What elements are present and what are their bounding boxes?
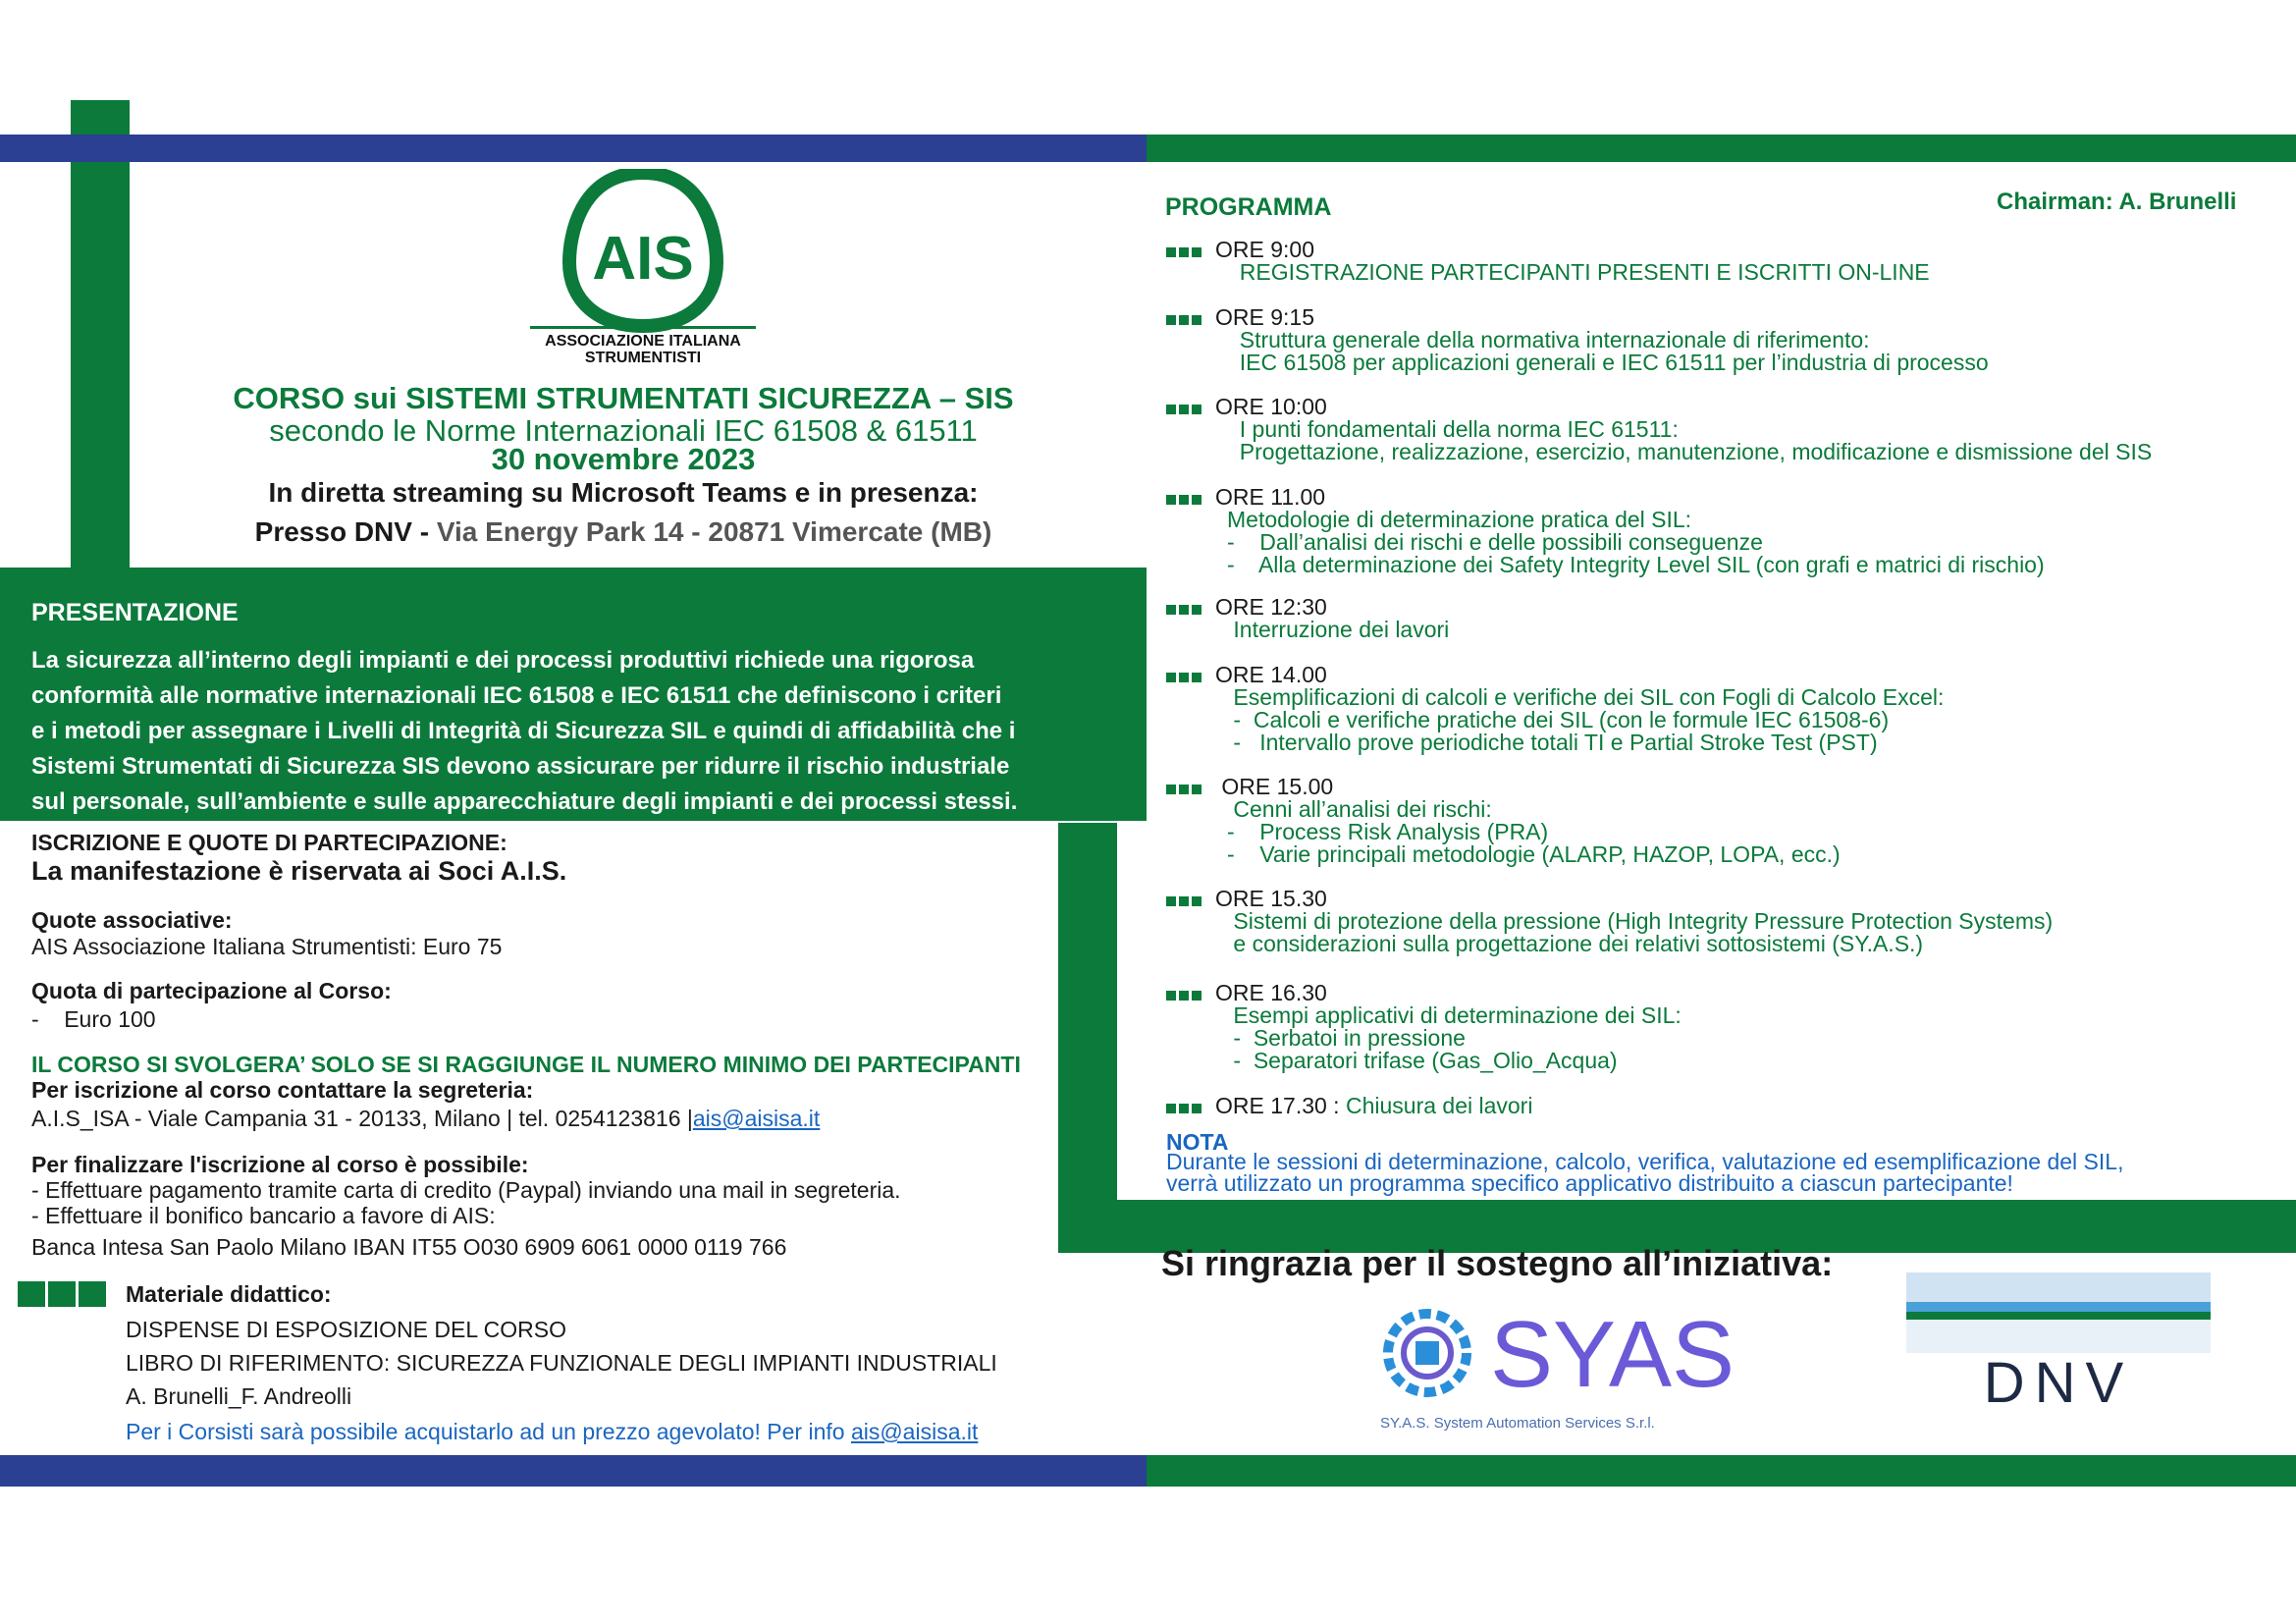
slot-desc-line: - Process Risk Analysis (PRA) bbox=[1227, 819, 1549, 844]
logo-line1: ASSOCIAZIONE ITALIANA bbox=[545, 333, 741, 350]
materiale-lines bbox=[126, 1313, 997, 1413]
slot-desc-line: - Calcoli e verifiche pratiche dei SIL (con le formule IEC 61508-6) bbox=[1227, 707, 1890, 732]
iscrizione-title: ISCRIZIONE E QUOTE DI PARTECIPAZIONE: bbox=[31, 830, 507, 855]
slot-desc-line: Sistemi di protezione della pressione (High Integrity Pressure Protection Systems) bbox=[1227, 908, 2054, 934]
slot-desc-line: REGISTRAZIONE PARTECIPANTI PRESENTI E ISCRITTI ON-LINE bbox=[1227, 259, 1930, 285]
ais-logo bbox=[530, 169, 756, 365]
programma-title: PROGRAMMA bbox=[1165, 193, 1332, 221]
program-slot bbox=[1166, 888, 2053, 955]
course-subtitle: secondo le Norme Internazionali IEC 61508 & 61511 bbox=[269, 413, 978, 448]
slot-desc-line: - Intervallo prove periodiche totali TI e Partial Stroke Test (PST) bbox=[1227, 730, 1878, 755]
slot-desc-line: Esemplificazioni di calcoli e verifiche dei SIL con Fogli di Calcolo Excel: bbox=[1227, 684, 1945, 710]
slot-desc-line: - Alla determinazione dei Safety Integrity Level SIL (con grafi e matrici di rischio) bbox=[1227, 552, 2045, 577]
slot-time: ORE 9:15 bbox=[1215, 304, 1314, 330]
slot-time: ORE 10:00 bbox=[1215, 394, 1327, 419]
finalizzare-label: Per finalizzare l'iscrizione al corso è possibile: bbox=[31, 1152, 529, 1177]
materiale-label: Materiale didattico: bbox=[126, 1281, 332, 1307]
program-slot-last bbox=[1166, 1095, 1532, 1117]
program-slot bbox=[1166, 239, 1930, 284]
syas-logo bbox=[1372, 1298, 1814, 1435]
program-slot bbox=[1166, 596, 1449, 641]
course-title: CORSO sui SISTEMI STRUMENTATI SICUREZZA – SIS bbox=[233, 381, 1014, 415]
slot-time: ORE 15.30 bbox=[1215, 886, 1327, 911]
materiale-line: LIBRO DI RIFERIMENTO: SICUREZZA FUNZIONALE DEGLI IMPIANTI INDUSTRIALI bbox=[126, 1350, 997, 1376]
dnv-logo bbox=[1906, 1272, 2211, 1410]
program-slot bbox=[1166, 982, 1682, 1072]
slot-desc-line: e considerazioni sulla progettazione dei relativi sottosistemi (SY.A.S.) bbox=[1227, 931, 1924, 956]
syas-subtitle: SY.A.S. System Automation Services S.r.l. bbox=[1380, 1415, 1655, 1432]
slot-desc-line: Metodologie di determinazione pratica del SIL: bbox=[1227, 507, 1692, 532]
streaming-info: In diretta streaming su Microsoft Teams e in presenza: bbox=[268, 477, 979, 508]
reserved-note: La manifestazione è riservata ai Soci A.I.S. bbox=[31, 856, 567, 886]
chairman: Chairman: A. Brunelli bbox=[1997, 189, 2237, 215]
presentazione-line: e i metodi per assegnare i Livelli di Integrità di Sicurezza SIL e quindi di affidabilità che i bbox=[31, 718, 1016, 744]
materiale-agevolato bbox=[126, 1419, 978, 1444]
program-slot bbox=[1166, 664, 1944, 754]
slot-desc-line: - Varie principali metodologie (ALARP, HAZOP, LOPA, ecc.) bbox=[1227, 841, 1841, 867]
nota-text bbox=[1166, 1151, 2123, 1194]
slot-desc-line: Esempi applicativi di determinazione dei SIL: bbox=[1227, 1002, 1682, 1028]
contatto-line bbox=[31, 1106, 820, 1131]
syas-name: SYAS bbox=[1490, 1302, 1735, 1407]
slot-desc-line: - Serbatoi in pressione bbox=[1227, 1025, 1466, 1051]
quote-assoc-value: AIS Associazione Italiana Strumentisti: Euro 75 bbox=[31, 934, 503, 959]
program-slot bbox=[1166, 306, 1989, 374]
slot-time: ORE 17.30 : bbox=[1215, 1093, 1346, 1118]
slot-desc-line: Cenni all’analisi dei rischi: bbox=[1227, 796, 1492, 822]
presentazione-line: Sistemi Strumentati di Sicurezza SIS devono assicurare per ridurre il rischio industriale bbox=[31, 753, 1010, 780]
slot-desc: Chiusura dei lavori bbox=[1345, 1093, 1533, 1118]
slot-time: ORE 16.30 bbox=[1215, 980, 1327, 1005]
program-slot bbox=[1166, 486, 2045, 576]
slot-desc-line: Progettazione, realizzazione, esercizio, manutenzione, modificazione e dismissione del SIS bbox=[1227, 439, 2153, 464]
slot-desc-line: - Dall’analisi dei rischi e delle possibili conseguenze bbox=[1227, 529, 1763, 555]
contatto-label: Per iscrizione al corso contattare la segreteria: bbox=[31, 1077, 534, 1103]
venue bbox=[0, 516, 1247, 548]
contatto-email-link[interactable]: ais@aisisa.it bbox=[692, 1106, 821, 1131]
finalizzare-lines bbox=[31, 1177, 901, 1260]
minimum-participants-note: IL CORSO SI SVOLGERA’ SOLO SE SI RAGGIUNGE IL NUMERO MINIMO DEI PARTECIPANTI bbox=[31, 1052, 1021, 1077]
slot-desc-line: Interruzione dei lavori bbox=[1227, 617, 1450, 642]
green-vertical-bar-middle bbox=[1058, 823, 1117, 1253]
materiale-email-link[interactable]: ais@aisisa.it bbox=[850, 1419, 979, 1444]
materiale-line: A. Brunelli_F. Andreolli bbox=[126, 1383, 352, 1409]
program-slot bbox=[1166, 396, 2152, 463]
top-blue-band bbox=[0, 135, 1147, 162]
slot-time: ORE 12:30 bbox=[1215, 594, 1327, 620]
quote-assoc-label: Quote associative: bbox=[31, 907, 233, 933]
presentazione-line: La sicurezza all’interno degli impianti e dei processi produttivi richiede una rigorosa bbox=[31, 647, 975, 674]
bottom-green-band bbox=[1147, 1455, 2296, 1487]
venue-address: Via Energy Park 14 - 20871 Vimercate (MB) bbox=[429, 516, 992, 547]
iban-line: Banca Intesa San Paolo Milano IBAN IT55 O030 6909 6061 0000 0119 766 bbox=[31, 1234, 787, 1260]
slot-time: ORE 11.00 bbox=[1215, 484, 1326, 510]
finalizzare-line: - Effettuare il bonifico bancario a favore di AIS: bbox=[31, 1203, 496, 1228]
sponsors-thanks: Si ringrazia per il sostegno all’iniziativa: bbox=[1161, 1243, 1834, 1283]
dnv-name: DNV bbox=[1983, 1351, 2134, 1410]
top-green-band bbox=[1147, 135, 2296, 162]
bottom-blue-band bbox=[0, 1455, 1147, 1487]
presentazione-title: PRESENTAZIONE bbox=[31, 599, 239, 626]
logo-letters: AIS bbox=[592, 225, 694, 293]
logo-line2: STRUMENTISTI bbox=[584, 350, 702, 365]
slot-desc-line: I punti fondamentali della norma IEC 61511: bbox=[1227, 416, 1679, 442]
agevolato-text: Per i Corsisti sarà possibile acquistarlo ad un prezzo agevolato! Per info bbox=[126, 1419, 851, 1444]
slot-desc-line: Struttura generale della normativa internazionale di riferimento: bbox=[1227, 327, 1870, 352]
nota-line: verrà utilizzato un programma specifico applicativo distribuito a ciascun partecipante! bbox=[1166, 1170, 2013, 1196]
finalizzare-line: - Effettuare pagamento tramite carta di credito (Paypal) inviando una mail in segreteria. bbox=[31, 1177, 901, 1203]
slot-desc-line: - Separatori trifase (Gas_Olio_Acqua) bbox=[1227, 1048, 1618, 1073]
contatto-value: A.I.S_ISA - Viale Campania 31 - 20133, Milano | tel. 0254123816 | bbox=[31, 1106, 693, 1131]
quota-corso-value: - Euro 100 bbox=[31, 1006, 156, 1032]
presentazione-line: sul personale, sull’ambiente e sulle apparecchiature degli impianti e dei processi stessi. bbox=[31, 788, 1018, 815]
presentazione-body bbox=[31, 643, 1072, 820]
venue-label: Presso DNV - bbox=[254, 516, 430, 547]
materiale-line: DISPENSE DI ESPOSIZIONE DEL CORSO bbox=[126, 1317, 567, 1342]
materiale-bullets bbox=[18, 1281, 106, 1312]
nota-label: NOTA bbox=[1166, 1129, 1229, 1155]
presentazione-line: conformità alle normative internazionali IEC 61508 e IEC 61511 che definiscono i criteri bbox=[31, 682, 1002, 709]
slot-time: ORE 14.00 bbox=[1215, 662, 1327, 687]
course-date: 30 novembre 2023 bbox=[491, 442, 756, 476]
slot-desc-line: IEC 61508 per applicazioni generali e IEC 61511 per l’industria di processo bbox=[1227, 350, 1989, 375]
program-slot bbox=[1166, 776, 1841, 866]
nota-line: Durante le sessioni di determinazione, calcolo, verifica, valutazione ed esemplificazione del SIL, bbox=[1166, 1149, 2124, 1174]
slot-time: ORE 9:00 bbox=[1215, 237, 1314, 262]
slot-time: ORE 15.00 bbox=[1215, 774, 1334, 799]
quota-corso-label: Quota di partecipazione al Corso: bbox=[31, 978, 392, 1003]
